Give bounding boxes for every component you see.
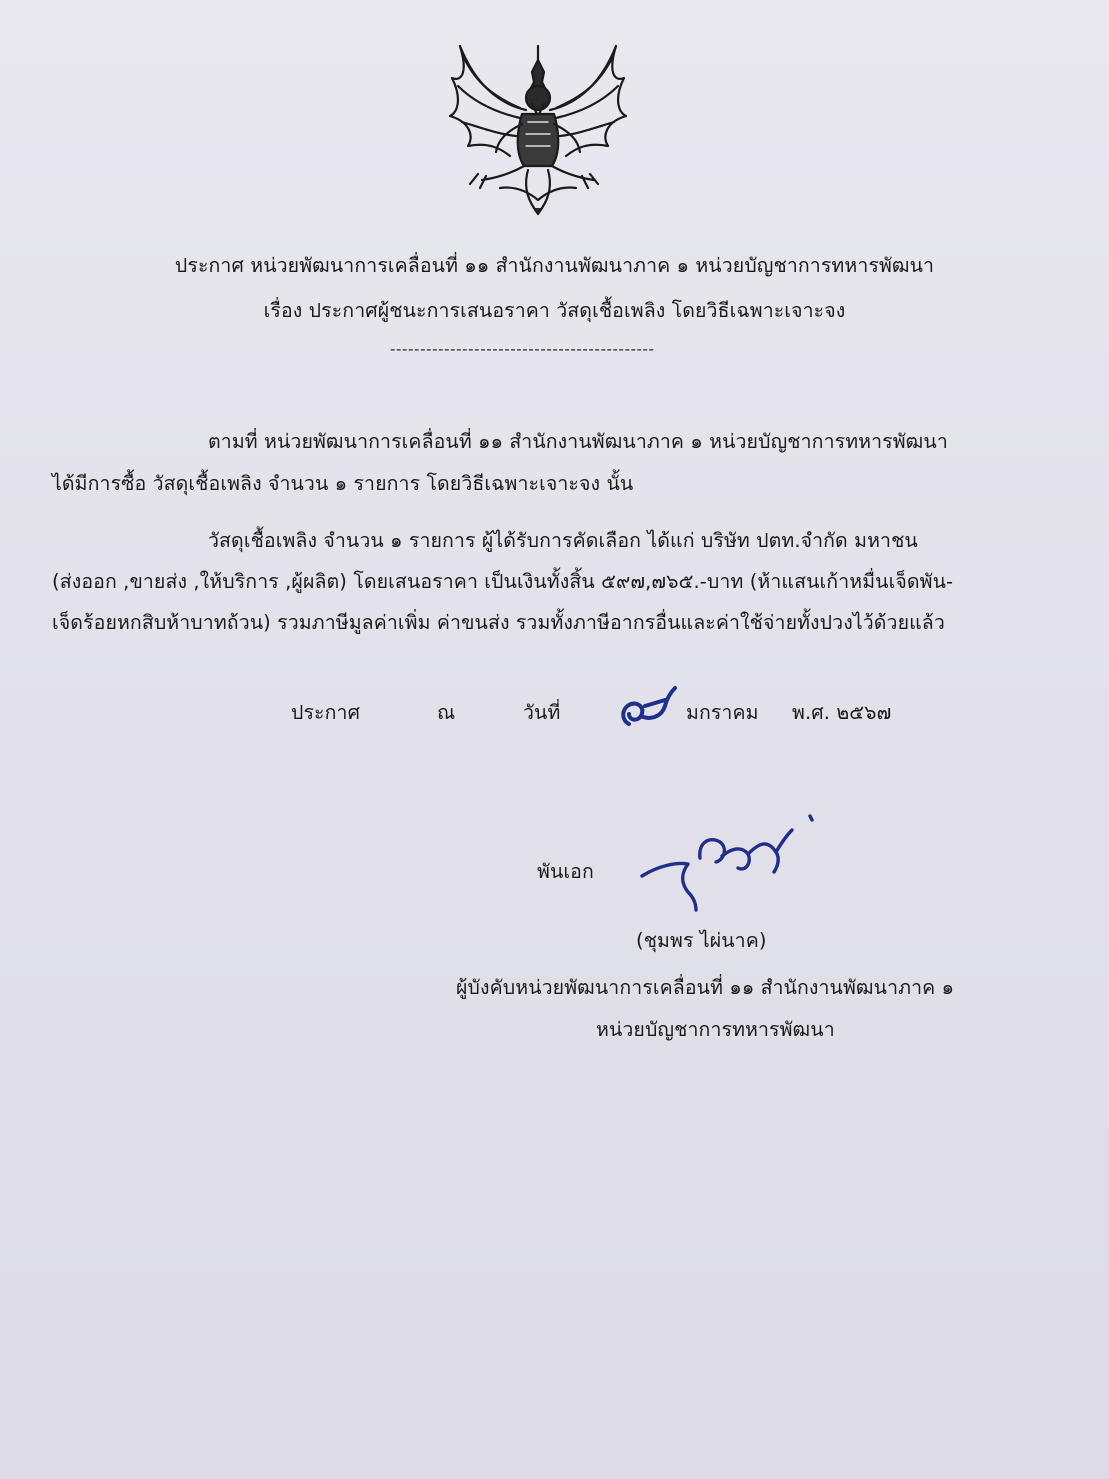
paragraph-2-line-1: วัสดุเชื้อเพลิง จำนวน ๑ รายการ ผู้ได้รับการคัดเลือก ได้แก่ บริษัท ปตท.จำกัด มหาชน <box>208 529 918 552</box>
date-day-label: วันที่ <box>523 701 561 724</box>
date-year: พ.ศ. ๒๕๖๗ <box>792 701 892 724</box>
divider: -------------------------------------------- <box>390 340 655 358</box>
paragraph-2-line-3: เจ็ดร้อยหกสิบห้าบาทถ้วน) รวมภาษีมูลค่าเพิ่ม ค่าขนส่ง รวมทั้งภาษีอากรอื่นและค่าใช้จ่ายทั้งปวงไว้ด้วยแล้ว <box>52 611 945 634</box>
date-month: มกราคม <box>686 701 759 724</box>
signer-position-line-2: หน่วยบัญชาการทหารพัฒนา <box>596 1018 835 1041</box>
handwritten-day <box>615 684 679 734</box>
date-announce-label: ประกาศ <box>291 701 361 724</box>
paragraph-2-line-2: (ส่งออก ,ขายส่ง ,ให้บริการ ,ผู้ผลิต) โดยเสนอราคา เป็นเงินทั้งสิ้น ๕๙๗,๗๖๕.-บาท (ห้าแสนเก้าหมื่นเจ็ดพัน- <box>52 570 954 593</box>
paragraph-1-line-2: ได้มีการซื้อ วัสดุเชื้อเพลิง จำนวน ๑ รายการ โดยวิธีเฉพาะเจาะจง นั้น <box>52 472 634 495</box>
document-subject: เรื่อง ประกาศผู้ชนะการเสนอราคา วัสดุเชื้อเพลิง โดยวิธีเฉพาะเจาะจง <box>263 299 846 322</box>
signer-position-line-1: ผู้บังคับหน่วยพัฒนาการเคลื่อนที่ ๑๑ สำนักงานพัฒนาภาค ๑ <box>456 976 955 999</box>
paragraph-1-line-1: ตามที่ หน่วยพัฒนาการเคลื่อนที่ ๑๑ สำนักงานพัฒนาภาค ๑ หน่วยบัญชาการทหารพัฒนา <box>208 430 948 453</box>
date-at-label: ณ <box>437 701 456 724</box>
signer-name: (ชุมพร ไผ่นาค) <box>636 929 767 952</box>
signer-rank: พันเอก <box>537 860 594 883</box>
handwritten-signature <box>636 812 822 912</box>
garuda-emblem-icon <box>440 38 636 216</box>
document-title: ประกาศ หน่วยพัฒนาการเคลื่อนที่ ๑๑ สำนักงานพัฒนาภาค ๑ หน่วยบัญชาการทหารพัฒนา <box>174 254 935 277</box>
